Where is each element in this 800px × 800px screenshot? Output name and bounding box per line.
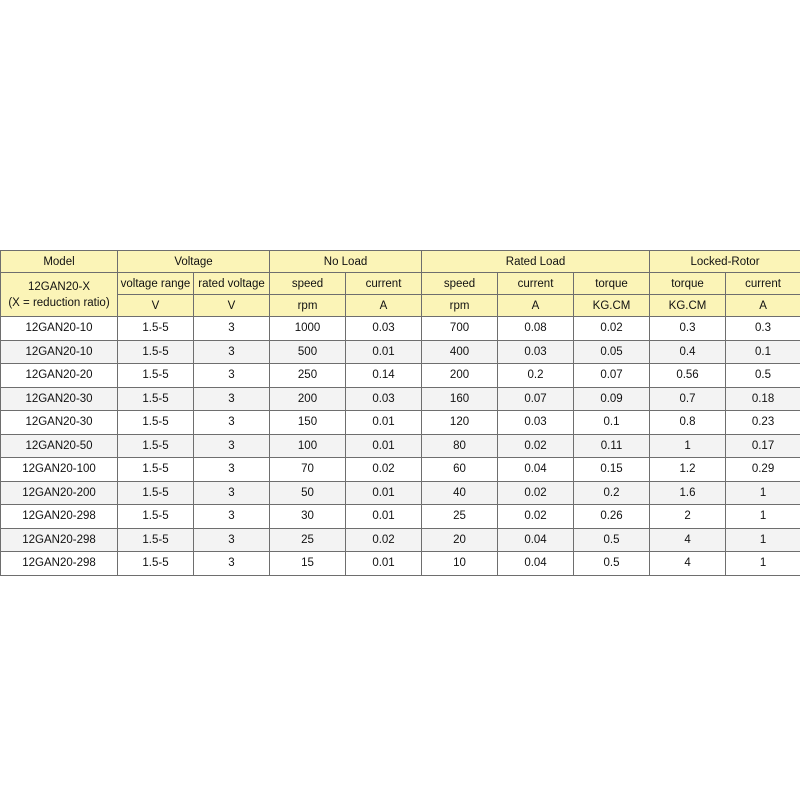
cell-locked-torque: 2	[650, 505, 726, 529]
cell-no-load-current: 0.01	[346, 552, 422, 576]
cell-no-load-current: 0.02	[346, 528, 422, 552]
cell-rated-current: 0.03	[498, 411, 574, 435]
cell-voltage-range: 1.5-5	[118, 552, 194, 576]
cell-locked-torque: 0.3	[650, 317, 726, 341]
header-no-load: No Load	[270, 251, 422, 273]
cell-rated-speed: 60	[422, 458, 498, 482]
cell-no-load-current: 0.01	[346, 434, 422, 458]
cell-locked-torque: 1.2	[650, 458, 726, 482]
cell-no-load-current: 0.01	[346, 340, 422, 364]
cell-rated-voltage: 3	[194, 364, 270, 388]
cell-locked-current: 0.17	[726, 434, 800, 458]
cell-voltage-range: 1.5-5	[118, 387, 194, 411]
cell-voltage-range: 1.5-5	[118, 340, 194, 364]
cell-model: 12GAN20-30	[1, 411, 118, 435]
cell-rated-torque: 0.5	[574, 528, 650, 552]
table-row	[1, 505, 800, 529]
cell-rated-torque: 0.2	[574, 481, 650, 505]
model-sub-line1: 12GAN20-X	[27, 280, 90, 293]
cell-rated-torque: 0.11	[574, 434, 650, 458]
cell-locked-current: 0.18	[726, 387, 800, 411]
cell-voltage-range: 1.5-5	[118, 317, 194, 341]
cell-locked-torque: 0.4	[650, 340, 726, 364]
header-rated-load: Rated Load	[422, 251, 650, 273]
cell-no-load-current: 0.03	[346, 387, 422, 411]
cell-locked-current: 0.1	[726, 340, 800, 364]
cell-rated-current: 0.02	[498, 505, 574, 529]
cell-voltage-range: 1.5-5	[118, 458, 194, 482]
cell-model: 12GAN20-20	[1, 364, 118, 388]
cell-voltage-range: 1.5-5	[118, 505, 194, 529]
cell-locked-torque: 0.8	[650, 411, 726, 435]
cell-rated-voltage: 3	[194, 505, 270, 529]
table-row	[1, 458, 800, 482]
group-header-row	[1, 251, 800, 273]
cell-rated-voltage: 3	[194, 317, 270, 341]
header-locked-rotor: Locked-Rotor	[650, 251, 800, 273]
cell-model: 12GAN20-298	[1, 528, 118, 552]
cell-no-load-current: 0.02	[346, 458, 422, 482]
cell-rated-voltage: 3	[194, 552, 270, 576]
cell-rated-speed: 40	[422, 481, 498, 505]
table-row	[1, 340, 800, 364]
cell-locked-current: 0.29	[726, 458, 800, 482]
cell-rated-current: 0.08	[498, 317, 574, 341]
cell-no-load-speed: 500	[270, 340, 346, 364]
cell-voltage-range: 1.5-5	[118, 481, 194, 505]
cell-voltage-range: 1.5-5	[118, 411, 194, 435]
cell-no-load-speed: 200	[270, 387, 346, 411]
cell-model: 12GAN20-10	[1, 340, 118, 364]
cell-rated-torque: 0.09	[574, 387, 650, 411]
cell-no-load-speed: 250	[270, 364, 346, 388]
cell-no-load-speed: 150	[270, 411, 346, 435]
header-voltage: Voltage	[118, 251, 270, 273]
sub-header-no-load-current: current	[346, 273, 422, 295]
cell-rated-speed: 80	[422, 434, 498, 458]
cell-locked-torque: 4	[650, 552, 726, 576]
cell-rated-speed: 400	[422, 340, 498, 364]
cell-no-load-speed: 70	[270, 458, 346, 482]
cell-no-load-speed: 25	[270, 528, 346, 552]
cell-rated-voltage: 3	[194, 434, 270, 458]
cell-rated-speed: 10	[422, 552, 498, 576]
cell-rated-current: 0.03	[498, 340, 574, 364]
unit-voltage-range: V	[118, 295, 194, 317]
cell-rated-current: 0.04	[498, 528, 574, 552]
cell-rated-speed: 700	[422, 317, 498, 341]
cell-rated-voltage: 3	[194, 528, 270, 552]
cell-no-load-current: 0.03	[346, 317, 422, 341]
cell-rated-speed: 25	[422, 505, 498, 529]
cell-rated-voltage: 3	[194, 411, 270, 435]
sub-header-voltage-range: voltage range	[118, 273, 194, 295]
cell-rated-current: 0.07	[498, 387, 574, 411]
cell-rated-torque: 0.15	[574, 458, 650, 482]
cell-no-load-current: 0.01	[346, 411, 422, 435]
cell-voltage-range: 1.5-5	[118, 364, 194, 388]
cell-rated-speed: 120	[422, 411, 498, 435]
cell-rated-current: 0.02	[498, 434, 574, 458]
cell-rated-torque: 0.02	[574, 317, 650, 341]
cell-model: 12GAN20-298	[1, 505, 118, 529]
cell-rated-speed: 200	[422, 364, 498, 388]
table-row	[1, 528, 800, 552]
sub-header-rated-voltage: rated voltage	[194, 273, 270, 295]
cell-locked-current: 1	[726, 528, 800, 552]
cell-no-load-speed: 50	[270, 481, 346, 505]
cell-rated-voltage: 3	[194, 387, 270, 411]
cell-voltage-range: 1.5-5	[118, 528, 194, 552]
unit-locked-current: A	[726, 295, 800, 317]
cell-rated-voltage: 3	[194, 481, 270, 505]
cell-rated-torque: 0.07	[574, 364, 650, 388]
cell-locked-torque: 1.6	[650, 481, 726, 505]
cell-locked-current: 0.3	[726, 317, 800, 341]
cell-no-load-speed: 30	[270, 505, 346, 529]
cell-locked-current: 1	[726, 552, 800, 576]
motor-spec-table	[0, 250, 800, 576]
cell-no-load-speed: 100	[270, 434, 346, 458]
model-sub-line2: (X = reduction ratio)	[8, 296, 110, 309]
unit-rated-current: A	[498, 295, 574, 317]
cell-no-load-current: 0.01	[346, 505, 422, 529]
table-row	[1, 411, 800, 435]
sub-header-rated-current: current	[498, 273, 574, 295]
sub-header-locked-current: current	[726, 273, 800, 295]
cell-rated-current: 0.02	[498, 481, 574, 505]
cell-rated-current: 0.2	[498, 364, 574, 388]
cell-locked-torque: 4	[650, 528, 726, 552]
units-row	[1, 295, 800, 317]
cell-rated-torque: 0.05	[574, 340, 650, 364]
cell-no-load-current: 0.14	[346, 364, 422, 388]
cell-model: 12GAN20-10	[1, 317, 118, 341]
cell-locked-torque: 0.7	[650, 387, 726, 411]
cell-rated-voltage: 3	[194, 458, 270, 482]
cell-no-load-speed: 15	[270, 552, 346, 576]
header-model: Model	[1, 251, 118, 273]
sub-header-rated-torque: torque	[574, 273, 650, 295]
cell-rated-current: 0.04	[498, 552, 574, 576]
cell-no-load-speed: 1000	[270, 317, 346, 341]
table-row	[1, 434, 800, 458]
unit-no-load-speed: rpm	[270, 295, 346, 317]
sub-header-row	[1, 273, 800, 295]
cell-rated-torque: 0.26	[574, 505, 650, 529]
sub-header-no-load-speed: speed	[270, 273, 346, 295]
cell-locked-current: 0.23	[726, 411, 800, 435]
cell-rated-torque: 0.5	[574, 552, 650, 576]
cell-locked-torque: 1	[650, 434, 726, 458]
unit-locked-torque: KG.CM	[650, 295, 726, 317]
cell-model: 12GAN20-100	[1, 458, 118, 482]
cell-model: 12GAN20-30	[1, 387, 118, 411]
cell-model: 12GAN20-200	[1, 481, 118, 505]
cell-rated-speed: 160	[422, 387, 498, 411]
unit-rated-torque: KG.CM	[574, 295, 650, 317]
table-row	[1, 552, 800, 576]
unit-no-load-current: A	[346, 295, 422, 317]
cell-locked-current: 0.5	[726, 364, 800, 388]
cell-rated-torque: 0.1	[574, 411, 650, 435]
sub-header-locked-torque: torque	[650, 273, 726, 295]
table-row	[1, 481, 800, 505]
cell-rated-speed: 20	[422, 528, 498, 552]
cell-locked-current: 1	[726, 481, 800, 505]
table-header	[1, 251, 800, 317]
table-body	[1, 317, 800, 576]
sub-header-rated-speed: speed	[422, 273, 498, 295]
cell-model: 12GAN20-298	[1, 552, 118, 576]
cell-voltage-range: 1.5-5	[118, 434, 194, 458]
cell-rated-voltage: 3	[194, 340, 270, 364]
cell-model: 12GAN20-50	[1, 434, 118, 458]
cell-no-load-current: 0.01	[346, 481, 422, 505]
table-row	[1, 364, 800, 388]
unit-rated-voltage: V	[194, 295, 270, 317]
cell-locked-current: 1	[726, 505, 800, 529]
header-model-sub	[1, 273, 118, 317]
unit-rated-speed: rpm	[422, 295, 498, 317]
table-row	[1, 317, 800, 341]
cell-rated-current: 0.04	[498, 458, 574, 482]
cell-locked-torque: 0.56	[650, 364, 726, 388]
table-row	[1, 387, 800, 411]
